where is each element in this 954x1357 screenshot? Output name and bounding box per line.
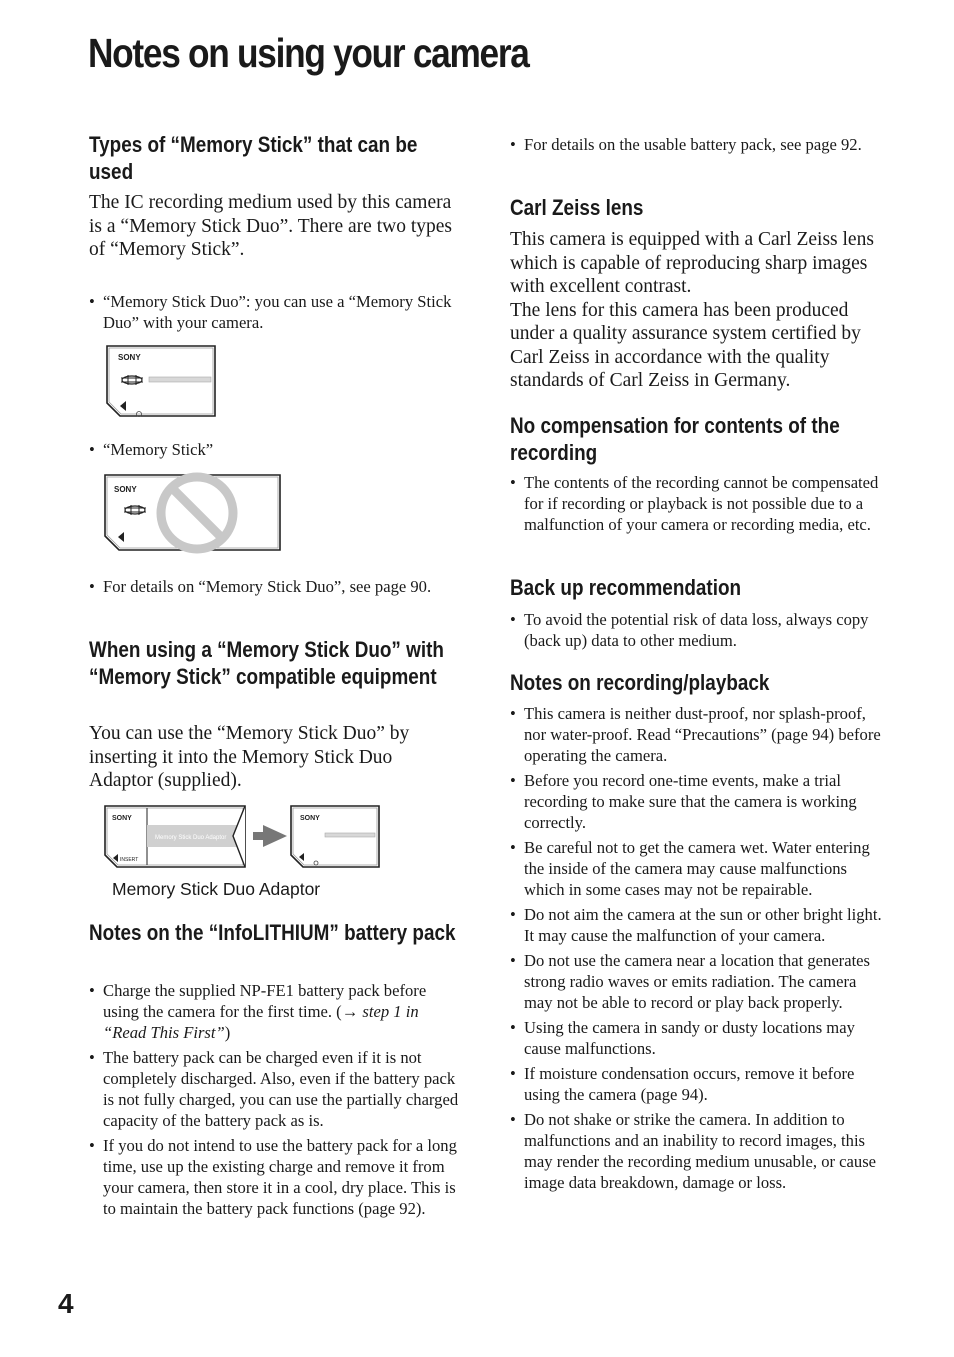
list-item: • Using the camera in sandy or dusty locations may cause malfunctions.	[510, 1017, 882, 1059]
list-item: • Before you record one-time events, make a trial recording to make sure that the camera is working correctly.	[510, 770, 882, 833]
carl-zeiss-para1: This camera is equipped with a Carl Zeiss lens which is capable of reproducing sharp images with excellent contrast.	[510, 229, 874, 297]
list-item: • For details on “Memory Stick Duo”, see page 90.	[89, 576, 459, 597]
adaptor-illustration	[103, 803, 383, 871]
list-item: • If you do not intend to use the battery pack for a long time, use up the existing charge and remove it from your camera, then store it in a cool, dry place. This is to maintain the battery pack functions (page 92).	[89, 1135, 459, 1219]
carl-zeiss-heading: Carl Zeiss lens	[510, 195, 644, 220]
list-item: • Charge the supplied NP-FE1 battery pack before using the camera for the first time. (→ step 1 in “Read This First”)	[89, 980, 459, 1043]
list-item: • The battery pack can be charged even if it is not completely discharged. Also, even if the battery pack is not fully charged, you can use the partially charged capacity of the battery pack as is.	[89, 1047, 459, 1131]
memory-stick-types-heading: Types of “Memory Stick” that can be used	[89, 132, 418, 184]
read-this-first-reference: step 1 in “Read This First”	[103, 1002, 419, 1042]
memory-stick-duo-illustration	[106, 345, 218, 419]
recording-playback-heading: Notes on recording/playback	[510, 670, 770, 695]
list-item: • For details on the usable battery pack, see page 92.	[510, 134, 882, 155]
page-number: 4	[58, 1288, 74, 1319]
adaptor-card	[105, 806, 245, 867]
list-item: • Be careful not to get the camera wet. Water entering the inside of the camera may cause malfunctions which in some cases may not be repairable.	[510, 837, 882, 900]
memory-stick-types-intro: The IC recording medium used by this camera is a “Memory Stick Duo”. There are two types of “Memory Stick”.	[89, 192, 452, 260]
carl-zeiss-para2: The lens for this camera has been produced under a quality assurance system certified by Carl Zeiss in accordance with the quality standards of Carl Zeiss in Germany.	[510, 299, 861, 391]
memory-stick-bullet	[89, 439, 459, 464]
battery-details-bullet	[510, 134, 882, 159]
list-item: • The contents of the recording cannot be compensated for if recording or playback is not possible due to a malfunction of your camera or recording media, etc.	[510, 472, 882, 535]
list-item: • “Memory Stick”	[89, 439, 459, 460]
list-item: • To avoid the potential risk of data loss, always copy (back up) data to other medium.	[510, 609, 882, 651]
battery-heading: Notes on the “InfoLITHIUM” battery pack	[89, 920, 456, 945]
backup-heading: Back up recommendation	[510, 575, 742, 600]
adaptor-caption: Memory Stick Duo Adaptor	[112, 879, 321, 899]
memory-stick-duo-bullet	[89, 291, 459, 337]
list-item: • Do not shake or strike the camera. In addition to malfunctions and an inability to record images, this may render the recording medium unusable, or cause image data breakdown, damage or loss.	[510, 1109, 882, 1193]
backup-list	[510, 609, 882, 655]
sony-logo-label: SONY	[114, 485, 137, 494]
carl-zeiss-body	[510, 228, 882, 393]
memory-stick-details-bullet	[89, 576, 459, 601]
recording-playback-list	[510, 703, 882, 1197]
memory-stick-not-compatible-illustration	[103, 470, 283, 556]
adaptor-heading: When using a “Memory Stick Duo” with “Memory Stick” compatible equipment	[89, 637, 444, 689]
arrow-right-icon: →	[341, 1002, 359, 1021]
battery-list	[89, 980, 459, 1223]
battery-bullet1-text: Charge the supplied NP-FE1 battery pack before using the camera for the first time. (	[103, 981, 427, 1021]
page-title: Notes on using your camera	[88, 30, 529, 76]
arrow-left-icon	[253, 825, 287, 847]
adaptor-label: Memory Stick Duo Adaptor	[155, 835, 227, 841]
list-item: • This camera is neither dust-proof, nor splash-proof, nor water-proof. Read “Precautions” (page 94) before operating the camera.	[510, 703, 882, 766]
sony-logo-label: SONY	[300, 815, 320, 822]
adaptor-body: You can use the “Memory Stick Duo” by inserting it into the Memory Stick Duo Adaptor (supplied).	[89, 723, 410, 791]
no-compensation-heading: No compensation for contents of the recording	[510, 413, 840, 465]
insert-label: INSERT	[120, 857, 139, 863]
list-item: • Do not use the camera near a location that generates strong radio waves or emits radiation. The camera may not be able to record or play back properly.	[510, 950, 882, 1013]
list-item: • If moisture condensation occurs, remove it before using the camera (page 94).	[510, 1063, 882, 1105]
memory-stick-duo-card	[291, 806, 379, 867]
no-compensation-list	[510, 472, 882, 539]
list-item: • Do not aim the camera at the sun or other bright light. It may cause the malfunction of your camera.	[510, 904, 882, 946]
list-item: • “Memory Stick Duo”: you can use a “Memory Stick Duo” with your camera.	[89, 291, 459, 333]
sony-logo-label: SONY	[118, 353, 141, 362]
label-stripe	[149, 377, 211, 382]
sony-logo-label: SONY	[112, 815, 132, 822]
